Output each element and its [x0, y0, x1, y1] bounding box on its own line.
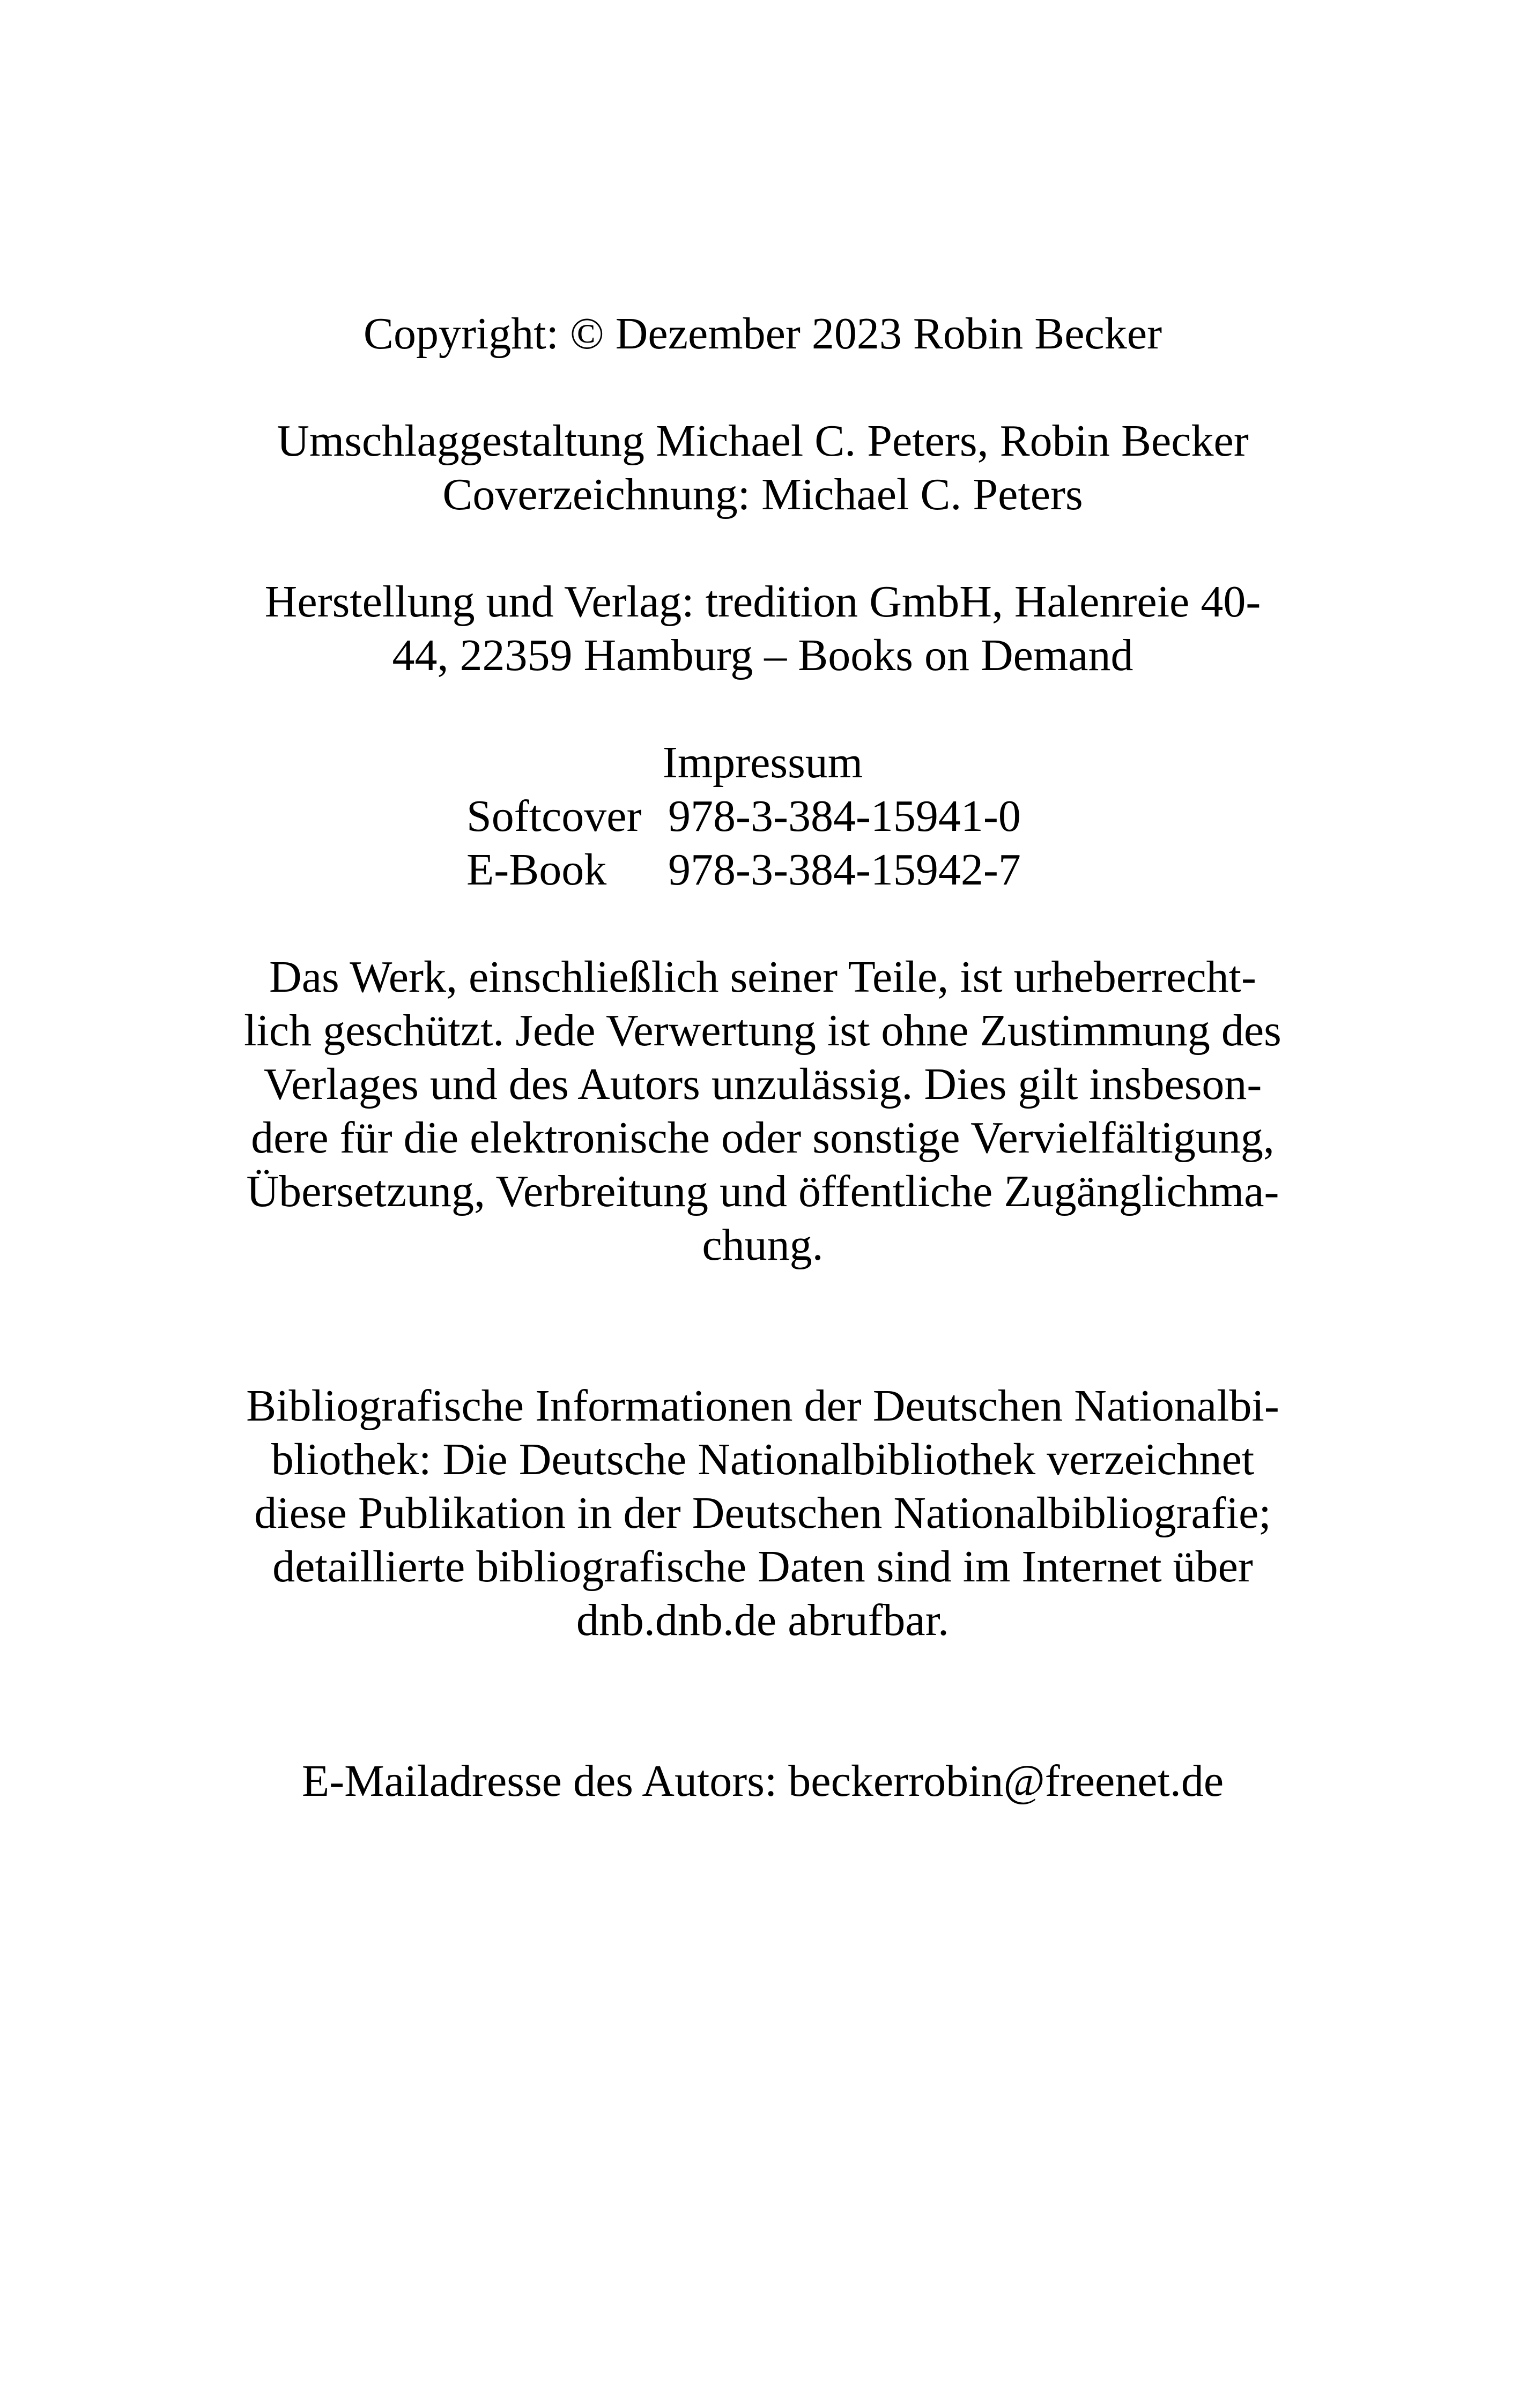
rights-line-4: dere für die elektronische oder sonstige Vervielfältigung, [251, 1113, 1275, 1163]
publisher-line-2: 44, 22359 Hamburg – Books on Demand [392, 630, 1133, 680]
impressum-heading: Impressum [662, 738, 863, 787]
publisher-line-1: Herstellung und Verlag: tredition GmbH, Halenreie 40- [264, 577, 1261, 627]
rights-line-5: Übersetzung, Verbreitung und öffentliche Zugänglichma- [246, 1166, 1279, 1216]
dnb-line-1: Bibliografische Informationen der Deutschen Nationalbi- [246, 1381, 1279, 1431]
cover-drawing-line: Coverzeichnung: Michael C. Peters [442, 470, 1083, 519]
isbn-number: 978-3-384-15941-0 [668, 791, 1021, 841]
edition-label: E-Book [466, 845, 607, 895]
cover-design-line: Umschlaggestaltung Michael C. Peters, Robin Becker [277, 416, 1249, 466]
rights-line-3: Verlages und des Autors unzulässig. Dies gilt insbeson- [263, 1059, 1262, 1109]
dnb-line-4: detaillierte bibliografische Daten sind im Internet über [272, 1542, 1253, 1592]
isbn-number: 978-3-384-15942-7 [668, 845, 1021, 895]
author-email-line: E-Mailadresse des Autors: beckerrobin@freenet.de [301, 1756, 1224, 1806]
rights-line-1: Das Werk, einschließlich seiner Teile, ist urheberrecht- [269, 952, 1256, 1002]
dnb-line-2: bliothek: Die Deutsche Nationalbibliothek verzeichnet [271, 1435, 1255, 1484]
edition-label: Softcover [466, 791, 642, 841]
dnb-line-5: dnb.dnb.de abrufbar. [576, 1595, 950, 1645]
rights-line-6: chung. [702, 1220, 824, 1270]
dnb-line-3: diese Publikation in der Deutschen Nationalbibliografie; [254, 1488, 1271, 1538]
copyright-line: Copyright: © Dezember 2023 Robin Becker [363, 309, 1162, 359]
rights-line-2: lich geschützt. Jede Verwertung ist ohne Zustimmung des [244, 1006, 1281, 1056]
